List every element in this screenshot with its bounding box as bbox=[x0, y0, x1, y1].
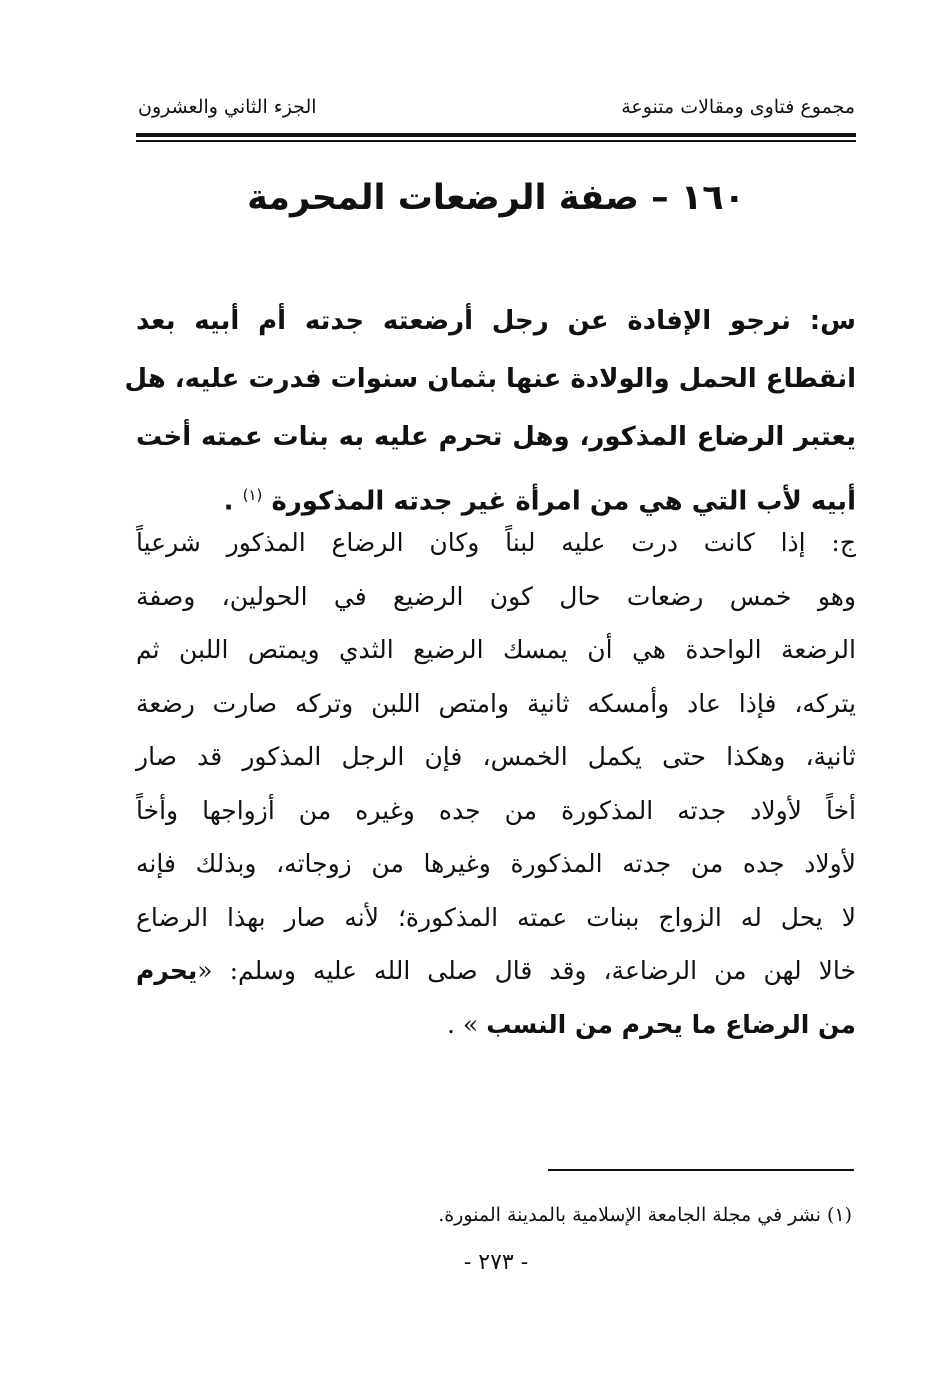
header-volume: الجزء الثاني والعشرون bbox=[138, 96, 317, 118]
answer-line-text: خالا لهن من الرضاعة، وقد قال صلى الله عليه وسلم: « bbox=[197, 956, 856, 985]
hadith-text-start: يحرم bbox=[136, 956, 198, 985]
answer-line: لا يحل له الزواج ببنات عمته المذكورة؛ لأنه صار بهذا الرضاع bbox=[136, 902, 856, 932]
question-line: س: نرجو الإفادة عن رجل أرضعته جدته أم أبيه بعد bbox=[136, 306, 856, 336]
question-end: . bbox=[223, 486, 234, 517]
answer-line: أخاً لأولاد جدته المذكورة من جده وغيره من أزواجها وأخاً bbox=[136, 795, 856, 825]
hadith-text: من الرضاع ما يحرم من النسب bbox=[486, 1009, 856, 1039]
fatwa-title: ١٦٠ – صفة الرضعات المحرمة bbox=[247, 178, 745, 218]
footnote: (١) نشر في مجلة الجامعة الإسلامية بالمدينة المنورة. bbox=[438, 1204, 852, 1226]
question-paragraph bbox=[124, 292, 856, 531]
answer-line: لأولاد جده من جدته المذكورة وغيرها من زوجاته، وبذلك فإنه bbox=[136, 849, 856, 878]
page-number: - ٢٧٣ - bbox=[463, 1250, 529, 1275]
answer-line: الرضعة الواحدة هي أن يمسك الرضيع الثدي ويمتص اللبن ثم bbox=[136, 635, 856, 664]
question-line-text: أبيه لأب التي هي من امرأة غير جدته المذكورة bbox=[271, 486, 856, 517]
footnote-reference: (١) bbox=[242, 486, 263, 504]
question-line: انقطاع الحمل والولادة عنها بثمان سنوات فدرت عليه، هل bbox=[124, 364, 856, 394]
answer-line: ج: إذا كانت درت عليه لبناً وكان الرضاع المذكور شرعياً bbox=[136, 528, 856, 557]
header-book-title: مجموع فتاوى ومقالات متنوعة bbox=[621, 96, 855, 118]
header-rule-thin bbox=[136, 140, 856, 142]
running-header bbox=[138, 96, 855, 126]
question-line: يعتبر الرضاع المذكور، وهل تحرم عليه به بنات عمته أخت bbox=[136, 422, 856, 452]
answer-line: وهو خمس رضعات حال كون الرضيع في الحولين، وصفة bbox=[136, 581, 856, 611]
answer-line-last bbox=[136, 998, 856, 1052]
answer-line-hadith-start bbox=[136, 944, 856, 998]
hadith-end: » . bbox=[447, 1009, 479, 1039]
answer-paragraph bbox=[136, 516, 856, 1051]
answer-line: يتركه، فإذا عاد وأمسكه ثانية وامتص اللبن وتركه صارت رضعة bbox=[136, 688, 856, 718]
footnote-separator bbox=[548, 1169, 854, 1171]
answer-line: ثانية، وهكذا حتى يكمل الخمس، فإن الرجل المذكور قد صار bbox=[136, 742, 856, 771]
header-rule-thick bbox=[136, 133, 856, 137]
